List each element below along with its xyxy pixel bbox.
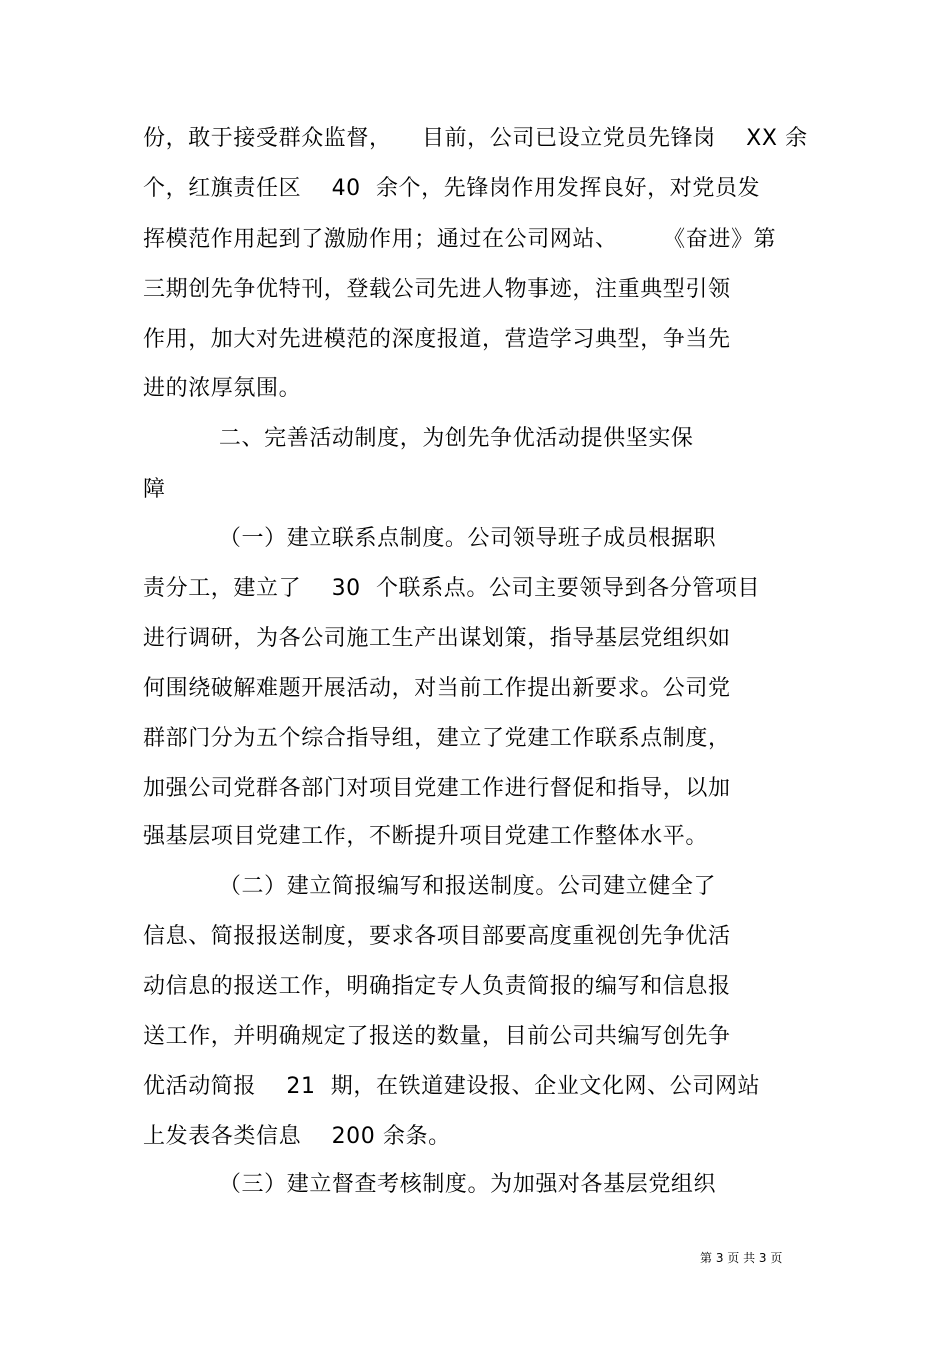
section-heading-2: 二、完善活动制度，为创先争优活动提供坚实保 bbox=[143, 426, 694, 451]
text-line-11: 进行调研，为各公司施工生产出谋划策，指导基层党组织如 bbox=[143, 626, 731, 651]
text-line-13: 群部门分为五个综合指导组，建立了党建工作联系点制度， bbox=[143, 726, 731, 751]
text-line-10: 责分工，建立了 30 个联系点。公司主要领导到各分管项目 bbox=[143, 576, 761, 601]
text-line-1: 份，敢于接受群众监督， 目前，公司已设立党员先锋岗 XX 余 bbox=[143, 126, 808, 151]
text-line-15: 强基层项目党建工作，不断提升项目党建工作整体水平。 bbox=[143, 824, 709, 849]
subsection-heading-1: （一）建立联系点制度。公司领导班子成员根据职 bbox=[143, 526, 717, 551]
text-line-18: 动信息的报送工作，明确指定专人负责简报的编写和信息报 bbox=[143, 974, 731, 999]
text-line-4: 三期创先争优特刊，登载公司先进人物事迹，注重典型引领 bbox=[143, 277, 731, 302]
text-line-12: 何围绕破解难题开展活动，对当前工作提出新要求。公司党 bbox=[143, 676, 731, 701]
text-line-19: 送工作，并明确规定了报送的数量，目前公司共编写创先争 bbox=[143, 1024, 731, 1049]
page-number-footer: 第 3 页 共 3 页 bbox=[700, 1251, 783, 1265]
text-line-3: 挥模范作用起到了激励作用；通过在公司网站、 《奋进》第 bbox=[143, 227, 777, 252]
text-line-5: 作用，加大对先进模范的深度报道，营造学习典型，争当先 bbox=[143, 327, 731, 352]
subsection-heading-2: （二）建立简报编写和报送制度。公司建立健全了 bbox=[143, 874, 717, 899]
text-line-8: 障 bbox=[143, 477, 166, 502]
text-line-20: 优活动简报 21 期，在铁道建设报、企业文化网、公司网站 bbox=[143, 1074, 761, 1099]
text-line-17: 信息、简报报送制度，要求各项目部要高度重视创先争优活 bbox=[143, 924, 731, 949]
text-line-14: 加强公司党群各部门对项目党建工作进行督促和指导，以加 bbox=[143, 776, 731, 801]
text-line-21: 上发表各类信息 200 余条。 bbox=[143, 1124, 451, 1149]
subsection-heading-3: （三）建立督查考核制度。为加强对各基层党组织 bbox=[143, 1172, 717, 1197]
text-line-6: 进的浓厚氛围。 bbox=[143, 376, 302, 401]
text-line-2: 个，红旗责任区 40 余个，先锋岗作用发挥良好，对党员发 bbox=[143, 176, 761, 201]
